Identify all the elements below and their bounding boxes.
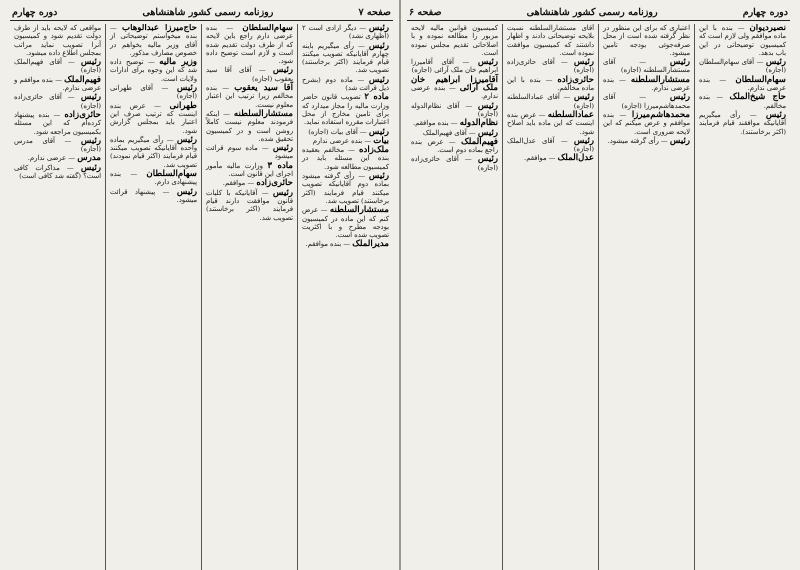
speaker-name: سهام‌السلطان [735, 74, 786, 85]
speech-paragraph [302, 128, 389, 136]
text-columns [10, 24, 393, 570]
speech-paragraph [14, 164, 101, 181]
speaker-name: ماده ۳ [267, 160, 293, 171]
column-rule [297, 24, 298, 570]
speaker-name: رئیس [368, 74, 389, 85]
newspaper-title: روزنامه رسمی کشور شاهنشاهی [142, 6, 274, 18]
speaker-name: رئیس [477, 127, 498, 138]
speaker-name: رئیس [573, 57, 594, 68]
text-column [10, 24, 105, 570]
text-column [503, 24, 598, 570]
speaker-name: رئیس [368, 126, 389, 137]
speaker-name: نظام‌الدوله [459, 118, 498, 129]
speaker-name: بیات [373, 135, 389, 146]
page-header [407, 4, 790, 21]
speech-text: — توضیح داده شد که این وجوه برای ادارات ولایات است. [110, 58, 197, 83]
speaker-name: مدرس [77, 153, 101, 164]
speaker-name: رئیس [477, 154, 498, 165]
speaker-name: رئیس [80, 135, 101, 146]
speech-paragraph [110, 24, 197, 57]
speaker-name: عمادالسلطنه [547, 109, 594, 120]
speech-paragraph [302, 146, 389, 171]
column-rule [694, 24, 695, 570]
speech-text: — عرض بنده اینست که ترتیب صرف این اعتبار باید بمجلس گزارش شود. [110, 101, 197, 135]
speech-paragraph [411, 138, 498, 155]
speech-paragraph [507, 93, 594, 110]
speaker-name: رئیس [368, 40, 389, 51]
text-column [695, 24, 790, 570]
speech-paragraph [206, 144, 293, 161]
speech-paragraph [110, 188, 197, 205]
speech-paragraph [110, 84, 197, 101]
speech-paragraph [302, 206, 389, 239]
speech-text: — عرضی ندارم. [27, 154, 76, 163]
speech-paragraph [110, 102, 197, 135]
speech-text: — آقای محمدهاشم‌میرزا (اجازه) [603, 93, 690, 110]
speech-text: — بنده عرضی ندارم [312, 136, 372, 145]
speech-paragraph [14, 76, 101, 93]
speech-text: — بنده موافقم و عرضی ندارم. [14, 75, 101, 93]
speech-text: — بنده پیشنهادی دارم. [110, 170, 197, 187]
speech-text: — آقای مدرس (اجازه) [14, 136, 101, 154]
speech-text: مواقعی که لایحه باید از طرف دولت تقدیم شود و کمیسیون آنرا تصویب نماید مراتب بمجلس اطلاع داده میشود. [14, 24, 101, 57]
speech-text: وزارت مالیه مأمور اجرای این قانون است. [206, 161, 293, 179]
speech-text: — آقای بیات (اجازه) [308, 127, 367, 136]
speaker-name: رئیس [669, 57, 690, 68]
speech-paragraph [110, 136, 197, 169]
speech-paragraph [603, 76, 690, 93]
speaker-name: رئیس [368, 24, 389, 33]
speech-paragraph [699, 24, 786, 57]
speech-text: — رأی گرفته میشود بماده دوم آقایانیکه تصویب میکنند قیام فرمایند (اکثر برخاستند) تصویب شد. [302, 172, 389, 205]
speech-text: — مخالفم بعقیده بنده این مسئله باید در کمیسیون مطالعه شود. [302, 146, 389, 171]
speaker-name: مستشارالسلطنه [630, 74, 690, 85]
speech-text: — بنده موافقم و عرض میکنم که این لایحه ضروری است. [603, 110, 690, 136]
speaker-name: رئیس [573, 135, 594, 146]
speech-paragraph [110, 170, 197, 187]
speech-paragraph [206, 179, 293, 187]
speech-paragraph [206, 189, 293, 222]
speech-paragraph [206, 162, 293, 179]
column-rule [502, 24, 503, 570]
speech-paragraph [14, 58, 101, 75]
speech-text: — آقایانیکه با کلیات قانون موافقت دارند قیام فرمایند (اکثر برخاستند) تصویب شد. [206, 188, 293, 222]
speaker-name: سهام‌السلطان [146, 169, 197, 180]
speech-text: — بنده میخواستم توضیحاتی از آقای وزیر مالیه بخواهم در خصوص مصارف مذکور. [110, 24, 197, 57]
speech-text: — آقای مستشارالسلطنه (اجازه) [603, 58, 690, 75]
speaker-name: رئیس [669, 135, 690, 146]
speech-paragraph [206, 24, 293, 65]
speaker-name: رئیس [765, 109, 786, 120]
speech-text: — آقای آقا سید یعقوب (اجازه) [206, 66, 293, 83]
text-column [407, 24, 502, 570]
speech-text: — ماده سوم قرائت میشود [206, 144, 293, 161]
speech-paragraph [699, 93, 786, 110]
speech-paragraph [699, 76, 786, 93]
speaker-name: رئیس [272, 187, 293, 198]
text-columns [407, 24, 790, 570]
right-page [401, 0, 800, 570]
speech-text: — آقای نظام‌الدوله (اجازه) [411, 101, 498, 118]
speaker-name: رئیس [765, 57, 786, 68]
speaker-name: آقامیرزا ابراهیم خان ملک آرائی [411, 74, 498, 94]
speech-paragraph [302, 93, 389, 126]
speech-text: — رأی میگیریم بماده واحده آقایانیکه تصویب میکنند قیام فرمایند (اکثر قیام نمودند) تصویب شد. [110, 135, 197, 169]
speech-paragraph [411, 155, 498, 172]
page-header [10, 4, 393, 21]
speech-text: — آقای حائری‌زاده (اجازه) [507, 58, 594, 75]
page-number: صفحه ۷ [358, 6, 391, 18]
text-column [106, 24, 201, 570]
newspaper-title: روزنامه رسمی کشور شاهنشاهی [526, 6, 658, 18]
speaker-name: رئیس [80, 92, 101, 103]
speech-paragraph [603, 93, 690, 110]
speech-paragraph [206, 110, 293, 143]
speech-paragraph [302, 240, 389, 248]
speaker-name: سهام‌السلطان [242, 24, 293, 33]
speech-paragraph [14, 154, 101, 162]
speech-text: — آقای عدل‌الملک (اجازه) [507, 136, 594, 154]
session-label: دوره چهارم [12, 6, 58, 18]
speech-text: — بنده عرضی ندارم. [699, 75, 786, 93]
text-column [298, 24, 393, 570]
speaker-name: فهیم‌الملک [64, 74, 101, 85]
speech-paragraph [507, 24, 594, 57]
speech-text: اعتباری که برای این منظور در نظر گرفته شده است از محل صرفه‌جوئی بودجه تامین میشود. [603, 24, 690, 57]
speech-text: — رأی میگیریم باینه چهارم آقایانیکه تصویب میکنند قیام فرمایند (اکثر برخاستند) تصویب شد. [302, 41, 389, 75]
speech-paragraph [411, 129, 498, 137]
speaker-name: عدل‌الملک [557, 153, 594, 164]
speech-text: — بنده عرضی ندارم. [411, 84, 498, 101]
speech-text: — آقای سهام‌السلطان (اجازه) [699, 58, 786, 75]
speaker-name: رئیس [176, 83, 197, 94]
speech-text: — بنده مخالفم. [699, 93, 786, 110]
speech-paragraph [507, 76, 594, 93]
speech-text: — مذاکرات کافی است؟ (گفته شد کافی است) [14, 163, 101, 181]
speaker-name: رئیس [477, 57, 498, 68]
speech-paragraph [302, 172, 389, 205]
speech-text: — بنده عرضی دارم راجع باین لایحه که از طرف دولت تقدیم شده است و لازم است توضیح داده شود. [206, 24, 293, 66]
speech-paragraph [603, 58, 690, 75]
speech-text: — آقای حائری‌زاده (اجازه) [411, 155, 498, 172]
speech-text: — آقای آقامیرزا ابراهیم خان ملک آرائی (اجازه) [411, 58, 498, 75]
column-rule [201, 24, 202, 570]
speech-paragraph [110, 58, 197, 83]
speaker-name: آقا سید یعقوب [234, 83, 293, 94]
speech-text: — موافقم. [524, 154, 556, 163]
speaker-name: رئیس [176, 186, 197, 197]
speech-text: — اینکه فرمودند معلوم نیست کاملاً روشن است و در کمیسیون تحقیق شده. [206, 109, 293, 143]
speaker-name: ملک‌زاده [358, 145, 389, 156]
speech-text: — آقای طهرانی (اجازه) [110, 84, 197, 101]
speech-text: — بنده با این ماده مخالفم. [507, 75, 594, 93]
speaker-name: رئیس [368, 171, 389, 182]
speaker-name: نصیردیوان [749, 24, 786, 33]
speech-text: — بنده پیشنهاد کرده‌ام که این مسئله بکمیسیون مراجعه شود. [14, 110, 101, 136]
speech-text: تصویب قانون حاضر وزارت مالیه را مجاز میدارد که برای تامین مخارج از محل اعتبارات مقرره استفاده نماید. [302, 93, 389, 127]
speaker-name: رئیس [272, 143, 293, 154]
left-page [0, 0, 399, 570]
speech-text: — رأی میگیریم آقایانیکه موافقند قیام فرمایند (اکثر برخاستند). [699, 110, 786, 136]
speech-text: — عرض بنده راجع بماده دوم است. [411, 137, 498, 155]
column-rule [598, 24, 599, 570]
speech-text: — عرض بنده اینست که این ماده باید اصلاح شود. [507, 110, 594, 136]
speech-text: — بنده عرضی ندارم. [603, 75, 690, 93]
speech-text: — آقای حائری‌زاده (اجازه) [14, 93, 101, 110]
speech-paragraph [699, 58, 786, 75]
speech-paragraph [507, 137, 594, 154]
speech-paragraph [507, 154, 594, 162]
speaker-name: مستشارالسلطنه [233, 108, 293, 119]
speech-text: — آقای فهیم‌الملک [422, 128, 476, 137]
speech-paragraph [14, 24, 101, 57]
speech-text: — عرض کنم که این ماده در کمیسیون بودجه مطرح و با اکثریت تصویب شده است. [302, 206, 389, 240]
speech-paragraph [14, 93, 101, 110]
speaker-name: فهیم‌الملک [461, 136, 498, 147]
speaker-name: طهرانی [169, 100, 197, 111]
speech-paragraph [206, 66, 293, 83]
text-column [202, 24, 297, 570]
speech-text: کمیسیون قوانین مالیه لایحه مزبور را مطالعه نموده و با اصلاحاتی تقدیم مجلس نموده است. [411, 24, 498, 57]
speech-paragraph [411, 102, 498, 119]
speaker-name: رئیس [80, 162, 101, 173]
speaker-name: حائری‌زاده [64, 109, 101, 120]
speech-text: — بنده با این ماده موافقم ولی لازم است که کمیسیون توضیحاتی در این باب بدهد. [699, 24, 786, 57]
speech-paragraph [302, 42, 389, 75]
speech-paragraph [14, 111, 101, 136]
speech-paragraph [603, 111, 690, 136]
speech-paragraph [411, 24, 498, 57]
speech-paragraph [603, 137, 690, 145]
column-rule [105, 24, 106, 570]
speaker-name: رئیس [477, 100, 498, 111]
speaker-name: مدیرالملک [352, 239, 389, 250]
speech-paragraph [206, 84, 293, 109]
speaker-name: رئیس [272, 65, 293, 76]
speech-text: — پیشنهاد قرائت میشود. [110, 187, 197, 204]
speech-paragraph [14, 137, 101, 154]
speaker-name: ماده ۲ [364, 92, 389, 103]
speech-paragraph [411, 76, 498, 101]
speech-text: آقای مستشارالسلطنه نسبت بلایحه توضیحاتی دادند و اظهار داشتند که کمیسیون موافقت نموده است. [507, 24, 594, 57]
speaker-name: رئیس [573, 92, 594, 103]
speech-paragraph [411, 58, 498, 75]
speech-text: — ماده دوم (بشرح ذیل قرائت شد) [302, 75, 389, 93]
speech-text: — بنده موافقم. [305, 240, 351, 249]
session-label: دوره چهارم [742, 6, 788, 18]
speaker-name: رئیس [176, 134, 197, 145]
text-column [599, 24, 694, 570]
speech-paragraph [507, 58, 594, 75]
speech-paragraph [302, 137, 389, 145]
speech-paragraph [302, 24, 389, 41]
speech-text: — رأی گرفته میشود. [607, 136, 668, 145]
speech-paragraph [411, 119, 498, 127]
speaker-name: محمدهاشم‌میرزا [631, 109, 690, 120]
speech-paragraph [603, 24, 690, 57]
speaker-name: مستشارالسلطنه [329, 205, 389, 216]
page-number: صفحه ۶ [409, 6, 442, 18]
speech-paragraph [699, 111, 786, 136]
speaker-name: وزیر مالیه [159, 57, 197, 68]
speaker-name: رئیس [669, 92, 690, 103]
speaker-name: حائری‌زاده [557, 74, 594, 85]
speech-paragraph [507, 111, 594, 136]
speech-text: — آقای عمادالسلطنه (اجازه) [507, 93, 594, 110]
speech-paragraph [302, 76, 389, 93]
speaker-name: رئیس [80, 57, 101, 68]
speech-text: — موافقم. [222, 179, 255, 188]
speaker-name: حائری‌زاده [256, 178, 293, 189]
speech-text: — بنده موافقم. [412, 119, 458, 128]
speaker-name: حاج‌میرزا عبدالوهاب [122, 24, 197, 33]
speaker-name: حاج شیخ‌الملک [729, 92, 786, 103]
speech-text: — بنده مخالفم زیرا ترتیب این اعتبار معلوم نیست. [206, 84, 293, 109]
speech-text: — دیگر ارادی است ۲ (اظهاری نشد) [302, 24, 389, 41]
speech-text: — آقای فهیم‌الملک (اجازه) [14, 58, 101, 75]
